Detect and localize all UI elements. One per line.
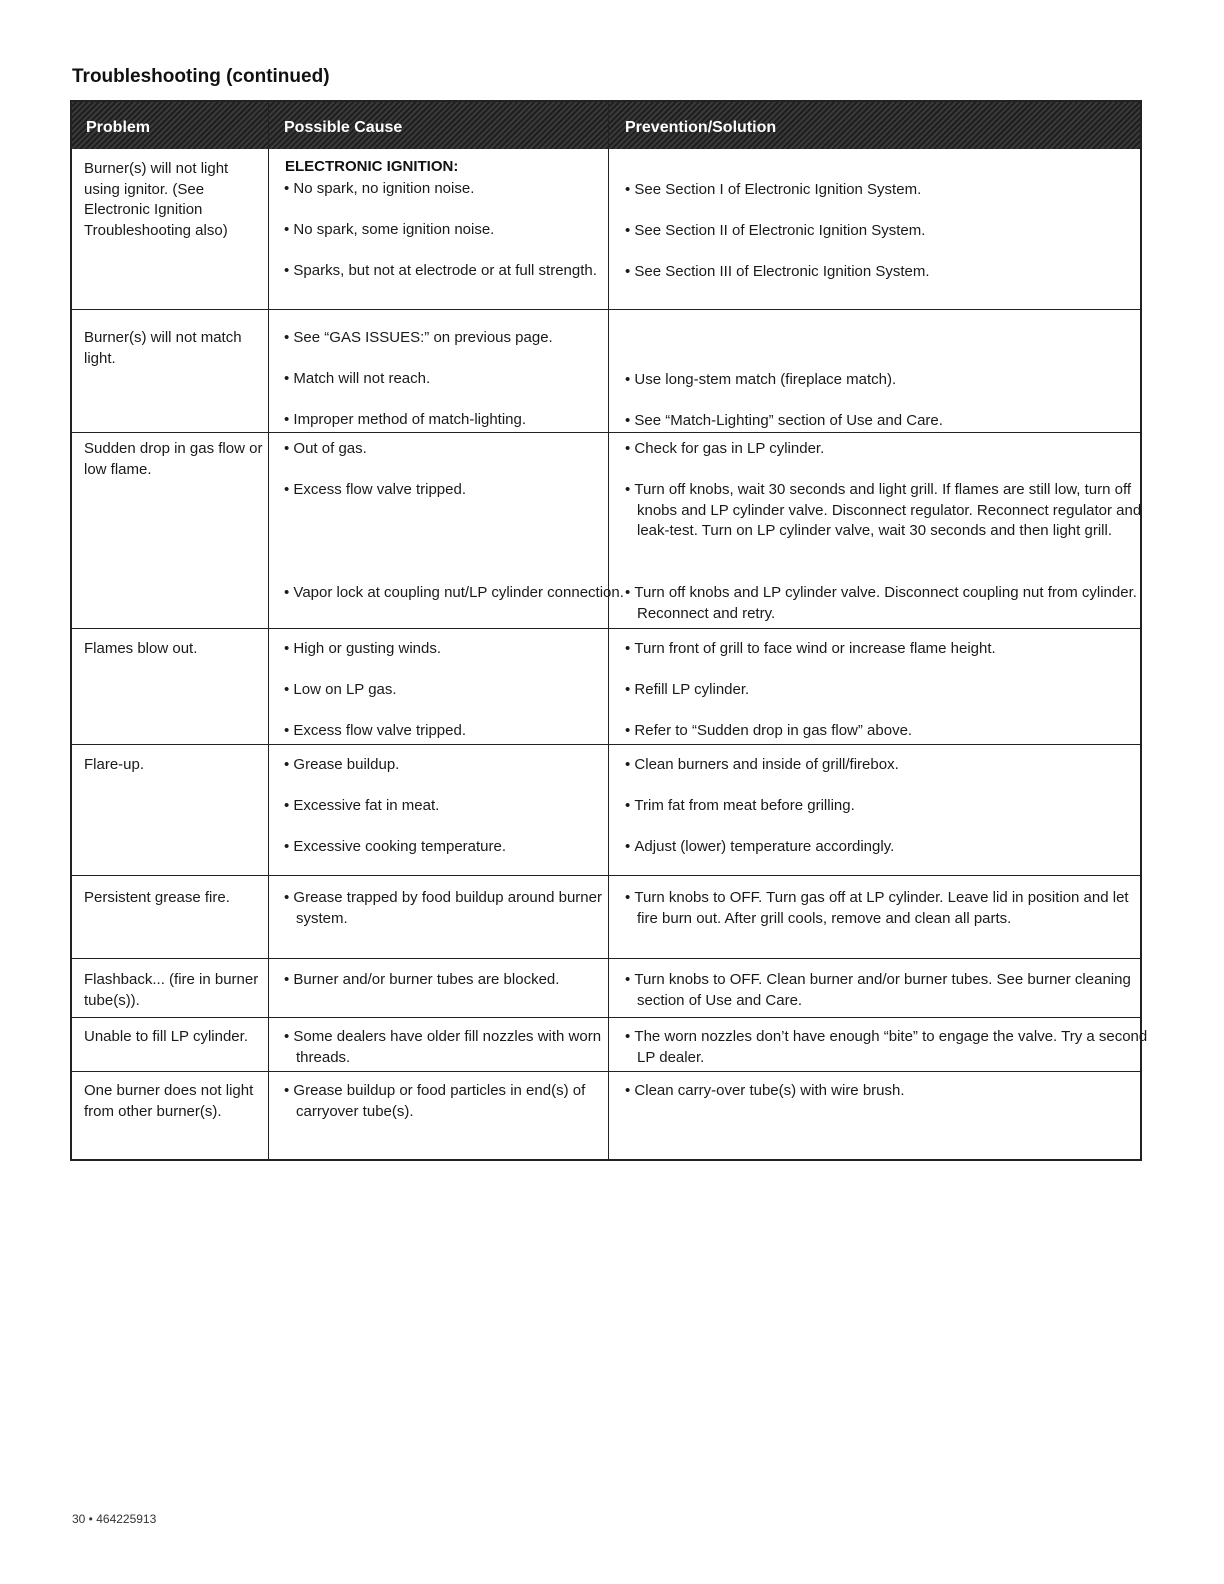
row-divider bbox=[72, 432, 1140, 433]
problem-cell: Flames blow out. bbox=[84, 640, 198, 657]
solution-item: • The worn nozzles don’t have enough “bite” to engage the valve. Try a second LP dealer. bbox=[625, 1027, 1152, 1068]
problem-cell: Burner(s) will not match light. bbox=[84, 329, 242, 367]
problem-cell: Burner(s) will not light using ignitor. (See Electronic Ignition Troubleshooting also) bbox=[84, 160, 229, 239]
solution-item: • See Section III of Electronic Ignition System. bbox=[625, 262, 1152, 283]
problem-cell: Flashback... (fire in burner tube(s)). bbox=[84, 971, 259, 1009]
cause-item: • Improper method of match-lighting. bbox=[284, 410, 626, 431]
cause-item: • Grease buildup or food particles in end(s) of carryover tube(s). bbox=[284, 1081, 626, 1122]
solution-item: • Turn off knobs, wait 30 seconds and light grill. If flames are still low, turn off knobs and LP cylinder valve. Disconnect regulator. Reconnect regulator and leak-test. Turn on LP cylinder valve, wait 30 seconds and then light grill. bbox=[625, 480, 1152, 542]
header-problem: Problem bbox=[86, 119, 151, 136]
cause-item: • Excessive fat in meat. bbox=[284, 796, 626, 817]
problem-cell: Unable to fill LP cylinder. bbox=[84, 1028, 248, 1045]
cause-item: • Excessive cooking temperature. bbox=[284, 837, 626, 858]
solution-item: • Refer to “Sudden drop in gas flow” above. bbox=[625, 721, 1152, 742]
cause-item: • Vapor lock at coupling nut/LP cylinder connection. bbox=[284, 583, 626, 604]
solution-item: • See Section II of Electronic Ignition System. bbox=[625, 221, 1152, 242]
cause-item: • Some dealers have older fill nozzles with worn threads. bbox=[284, 1027, 626, 1068]
cause-item: • Grease trapped by food buildup around burner system. bbox=[284, 888, 626, 929]
solution-item: • Turn knobs to OFF. Turn gas off at LP cylinder. Leave lid in position and let fire burn out. After grill cools, remove and clean all parts. bbox=[625, 888, 1152, 929]
page-title: Troubleshooting (continued) bbox=[72, 66, 330, 87]
solution-item: • See “Match-Lighting” section of Use and Care. bbox=[625, 411, 1152, 432]
solution-item: • Refill LP cylinder. bbox=[625, 680, 1152, 701]
cause-item: • Grease buildup. bbox=[284, 755, 626, 776]
cause-item: • No spark, no ignition noise. bbox=[284, 179, 626, 200]
row-divider bbox=[72, 875, 1140, 876]
solution-item: • Clean burners and inside of grill/firebox. bbox=[625, 755, 1152, 776]
cause-item: • Out of gas. bbox=[284, 439, 626, 460]
solution-item: • Adjust (lower) temperature accordingly. bbox=[625, 837, 1152, 858]
cause-item: • See “GAS ISSUES:” on previous page. bbox=[284, 328, 626, 349]
column-divider bbox=[268, 102, 269, 1159]
solution-item: • Check for gas in LP cylinder. bbox=[625, 439, 1152, 460]
row-divider bbox=[72, 1017, 1140, 1018]
solution-item: • Trim fat from meat before grilling. bbox=[625, 796, 1152, 817]
row-divider bbox=[72, 309, 1140, 310]
solution-item: • Turn off knobs and LP cylinder valve. Disconnect coupling nut from cylinder. Reconnect and retry. bbox=[625, 583, 1152, 624]
problem-cell: Sudden drop in gas flow or low flame. bbox=[84, 440, 263, 478]
header-prevention-solution: Prevention/Solution bbox=[625, 119, 777, 136]
solution-item: • Clean carry-over tube(s) with wire brush. bbox=[625, 1081, 1152, 1102]
troubleshooting-table bbox=[70, 100, 1148, 1161]
cause-item: • Excess flow valve tripped. bbox=[284, 480, 626, 501]
section-heading: ELECTRONIC IGNITION: bbox=[285, 158, 459, 175]
solution-item: • Turn front of grill to face wind or increase flame height. bbox=[625, 639, 1152, 660]
page-footer: 30 • 464225913 bbox=[72, 1512, 157, 1526]
row-divider bbox=[72, 958, 1140, 959]
cause-item: • No spark, some ignition noise. bbox=[284, 220, 626, 241]
cause-item: • Burner and/or burner tubes are blocked. bbox=[284, 970, 626, 991]
solution-item: • Use long-stem match (fireplace match). bbox=[625, 370, 1152, 391]
problem-cell: Flare-up. bbox=[84, 756, 145, 773]
row-divider bbox=[72, 1071, 1140, 1072]
cause-item: • High or gusting winds. bbox=[284, 639, 626, 660]
table-header bbox=[72, 102, 1140, 149]
cause-item: • Sparks, but not at electrode or at full strength. bbox=[284, 261, 626, 282]
cause-item: • Match will not reach. bbox=[284, 369, 626, 390]
row-divider bbox=[72, 628, 1140, 629]
solution-item: • Turn knobs to OFF. Clean burner and/or burner tubes. See burner cleaning section of Use and Care. bbox=[625, 970, 1152, 1011]
cause-item: • Excess flow valve tripped. bbox=[284, 721, 626, 742]
problem-cell: Persistent grease fire. bbox=[84, 889, 230, 906]
problem-cell: One burner does not light from other burner(s). bbox=[84, 1082, 254, 1120]
solution-item: • See Section I of Electronic Ignition System. bbox=[625, 180, 1152, 201]
cause-item: • Low on LP gas. bbox=[284, 680, 626, 701]
header-possible-cause: Possible Cause bbox=[284, 119, 403, 136]
row-divider bbox=[72, 744, 1140, 745]
